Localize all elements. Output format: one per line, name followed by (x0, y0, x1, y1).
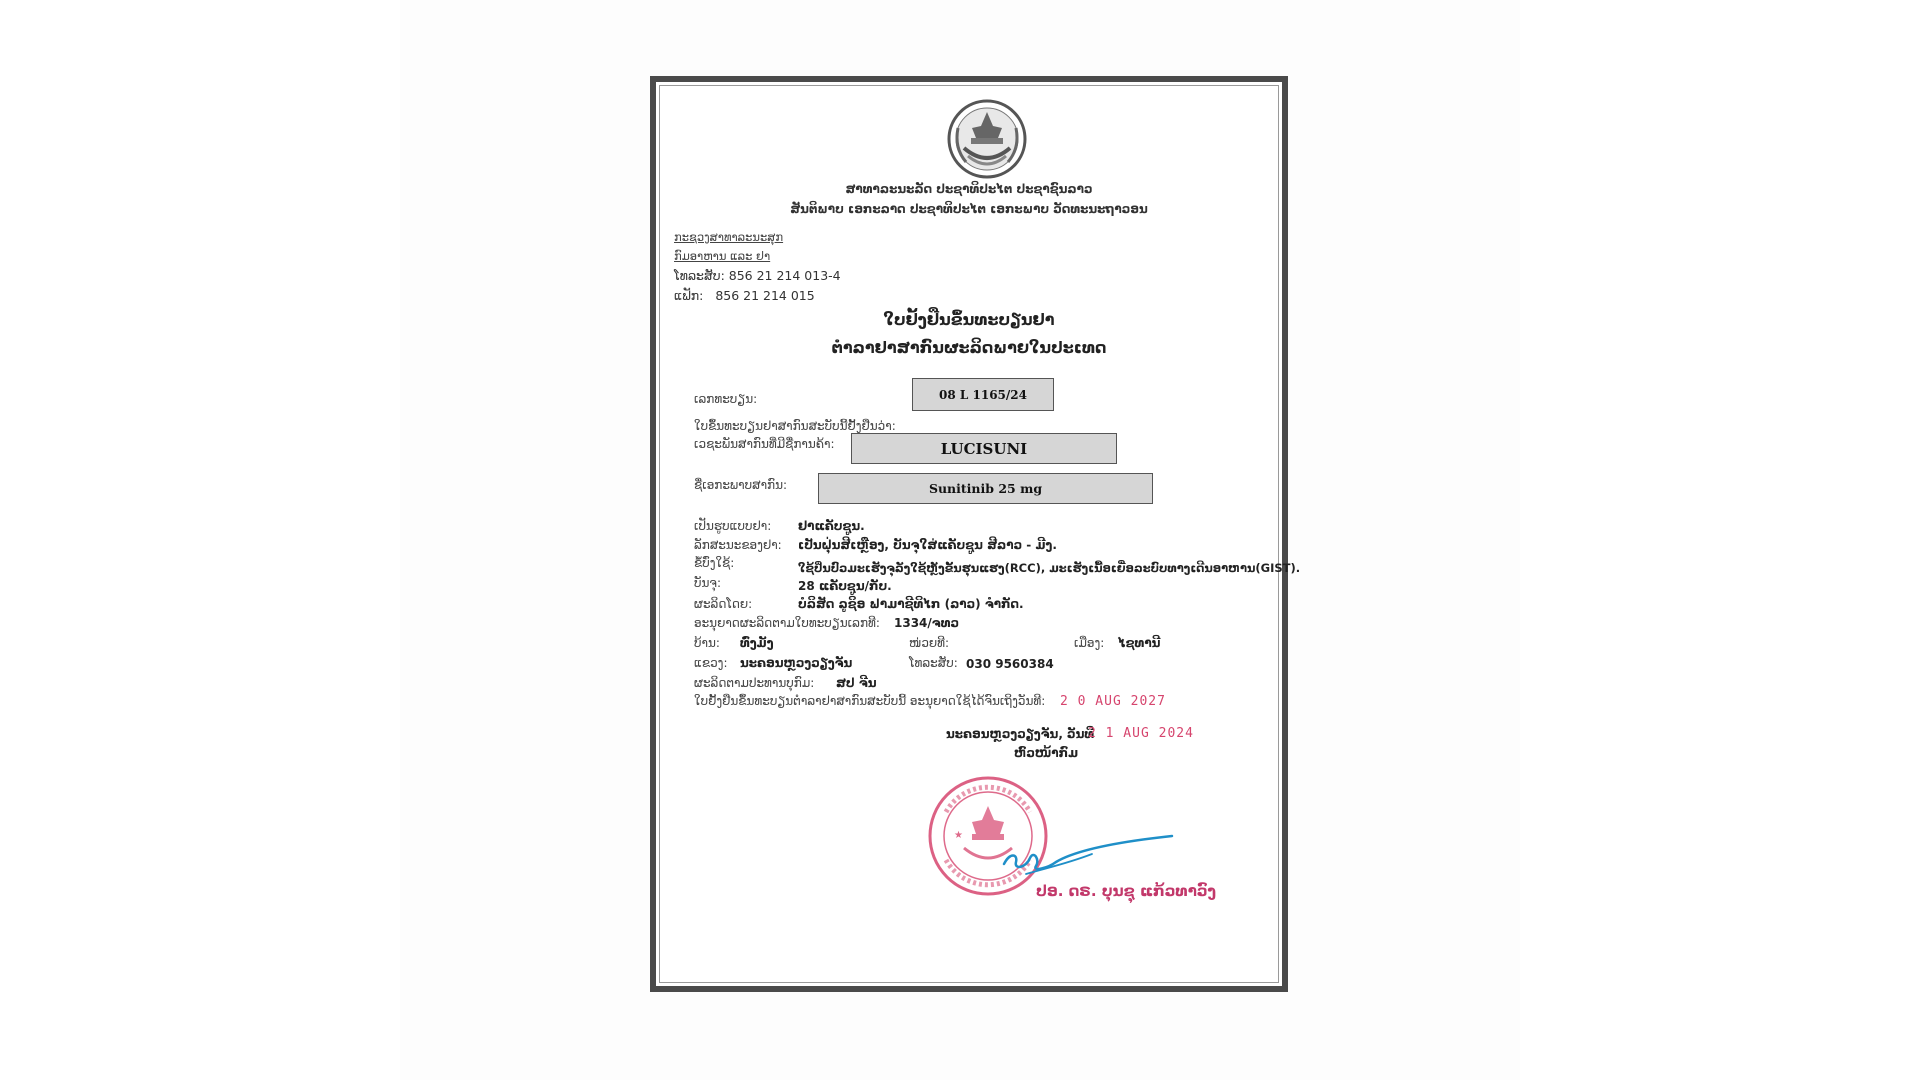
lao-emblem-icon (946, 98, 1028, 180)
indication-label: ຂໍ້ບົ່ງໃຊ້: (694, 556, 735, 570)
brand-label: ເວຊະພັນສາກົນທີ່ມີຊື່ການຄ້າ: (694, 437, 835, 451)
svg-text:★: ★ (954, 830, 963, 841)
national-motto: ສັນຕິພາບ ເອກະລາດ ປະຊາທິປະໄຕ ເອກະພາບ ວັດທະນະຖາວອນ (790, 202, 1148, 216)
origin-label: ຜະລິດຕາມປະທານບຸກົມ: (694, 676, 815, 690)
form-label: ເປັນຮູບແບບຢາ: (694, 519, 772, 533)
license-value: 1334/ຈທວ (894, 616, 960, 630)
certificate-title: ໃບຢັ້ງຢືນຂຶ້ນທະບຽນຢາ (883, 310, 1055, 329)
fax-label: ແຟັກ: (674, 288, 704, 303)
fax-value: 856 21 214 015 (715, 288, 815, 303)
reg-number-label: ເລກທະບຽນ: (694, 392, 758, 406)
fax-line (674, 288, 815, 303)
package-value: 28 ແຄັບຊູນ/ກັບ. (798, 579, 892, 593)
generic-label: ຊື່ເອກະພາບສາກົນ: (694, 478, 788, 492)
district-value: ໄຊທານີ (1118, 636, 1161, 650)
signer-name: ປອ. ດຣ. ບຸນຊຸ ແກ້ວທາວົງ (1036, 882, 1217, 900)
character-value: ເປັນຝຸ່ນສີເຫຼືອງ, ບັນຈຸໃສ່ແຄັບຊູນ ສີລາວ - ມີງ. (798, 538, 1057, 552)
manufacturer-value: ບໍລິສັດ ລູຊິອ ຟາມາຊີທິໄກ (ລາວ) ຈຳກັດ. (798, 597, 1024, 611)
issue-date-stamp: 2 1 AUG 2024 (1088, 726, 1194, 741)
country-name: ສາທາລະນະລັດ ປະຊາທິປະໄຕ ປະຊາຊົນລາວ (845, 182, 1093, 196)
tel-value: 030 9560384 (966, 657, 1054, 671)
registration-certificate (650, 76, 1301, 992)
certificate-subtitle: ຕຳລາຢາສາກົນຜະລິດພາຍໃນປະເທດ (831, 338, 1107, 357)
character-label: ລັກສະນະຂອງຢາ: (694, 538, 782, 552)
certify-text: ໃບຂຶ້ນທະບຽນຢາສາກົນສະບັບນີ້ຢັ້ງຢືນວ່າ: (694, 419, 896, 433)
unit-label: ໜ່ວຍທີ: (909, 636, 950, 650)
signature-icon (996, 824, 1176, 884)
signer-role: ຫົວໜ້າກົມ (1014, 746, 1079, 760)
package-label: ບັນຈຸ: (694, 576, 721, 590)
brand-name-box: LUCISUNI (851, 433, 1117, 464)
ministry-name: ກະຊວງສາທາລະນະສຸກ (674, 230, 784, 244)
tel-label: ໂທລະສັບ: (909, 656, 958, 670)
phone-line (674, 268, 841, 283)
province-label: ແຂວງ: (694, 656, 728, 670)
origin-value: ສປ ຈີນ (836, 676, 877, 690)
validity-text: ໃບຢັ້ງຢືນຂຶ້ນທະບຽນຕຳລາຢາສາກົນສະບັບນີ້ ອະນຸຍາດໃຊ້ໄດ້ຈົນເຖິງວັນທີ: (694, 694, 1046, 708)
phone-value: 856 21 214 013-4 (728, 268, 841, 283)
signing-place-date: ນະຄອນຫຼວງວຽງຈັນ, ວັນທີ (946, 727, 1095, 741)
village-value: ທົ່ງມັງ (740, 636, 774, 650)
manufacturer-label: ຜະລິດໂດຍ: (694, 597, 753, 611)
department-name: ກົມອາຫານ ແລະ ຢາ (674, 249, 771, 263)
village-label: ບ້ານ: (694, 636, 720, 650)
indication-value: ໃຊ້ປິ່ນປົວມະເຮັງຈຸລັງໃຊ້ຫຼັງຂັ້ນຮຸນແຮງ(RCC), ມະເຮັງເນື້ອເຍື່ອລະບົບທາງເດີນອາຫານ(GIST). (798, 561, 1301, 575)
reg-number-box: 08 L 1165/24 (912, 378, 1054, 411)
form-value: ຢາແຄັບຊູນ. (798, 519, 865, 533)
phone-label: ໂທລະສັບ: (674, 268, 725, 283)
generic-name-box: Sunitinib 25 mg (818, 473, 1153, 504)
license-label: ອະນຸຍາດຜະລິດຕາມໃບທະບຽນເລກທີ: (694, 616, 880, 630)
district-label: ເມືອງ: (1074, 636, 1105, 650)
validity-date-stamp: 2 0 AUG 2027 (1060, 694, 1166, 709)
province-value: ນະຄອນຫຼວງວຽງຈັນ (740, 656, 853, 670)
